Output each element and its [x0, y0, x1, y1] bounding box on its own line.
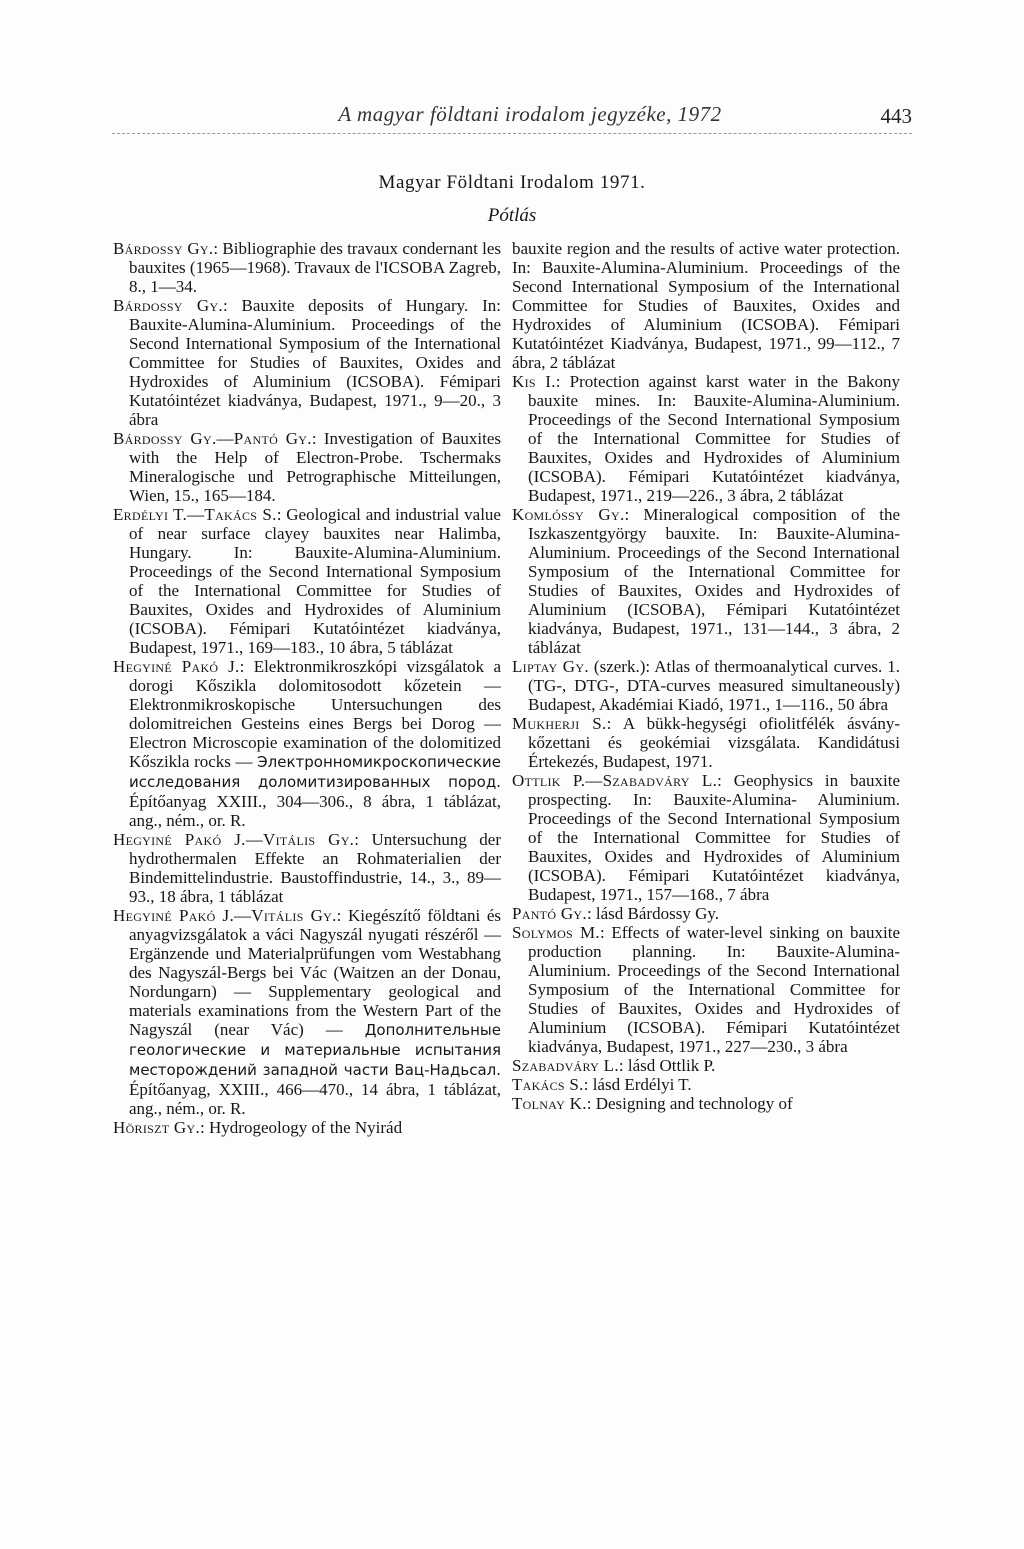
entry-author: Höriszt Gy.	[113, 1118, 201, 1137]
entry-text: (szerk.): Atlas of thermoanalytical curves. 1. (TG-, DTG-, DTA-curves measured simultaneously) Budapest, Akadémiai Kiadó, 1971., 1—116., 50 ábra	[528, 657, 900, 714]
entry-text: : Bibliographie des travaux condernant les bauxites (1965—1968). Travaux de l'ICSOBA Zagreb, 8., 1—34.	[129, 239, 501, 296]
entry-text: : Protection against karst water in the Bakony bauxite mines. In: Bauxite-Alumina-Aluminium. Proceedings of the Second International Symposium of the International Committee for Studies of Bauxites, Oxides and Hydroxides of Aluminium (ICSOBA). Fémipari Kutatóintézet kiadványa, Budapest, 1971., 219—226., 3 ábra, 2 táblázat	[528, 372, 900, 505]
entry-text: : lásd Ottlik P.	[618, 1056, 716, 1075]
page-number: 443	[880, 104, 912, 128]
entry-text: : Geological and industrial value of near surface clayey bauxites near Halimba, Hungary. In: Bauxite-Alumina-Aluminium. Proceedings of the Second International Symposium of the International Committee for Studies of Bauxites, Oxides and Hydroxides of Aluminium (ICSOBA). Fémipari Kutatóintézet kiadványa, Budapest, 1971., 169—183., 10 ábra, 5 táblázat	[129, 505, 501, 657]
entry-text: bauxite region and the results of active water protection. In: Bauxite-Alumina-Aluminium. Proceedings of the Second International Symposium of the International Committee for Studies of Bauxites, Oxides and Hydroxides of Aluminium (ICSOBA). Fémipari Kutatóintézet Kiadványa, Budapest, 1971., 99—112., 7 ábra, 2 táblázat	[512, 239, 900, 372]
entry-text: : Untersuchung der hydrothermalen Effekte an Rohmaterialien der Bindemittelindustrie. Baustoffindustrie, 14., 3., 89—93., 18 ábra, 1 táblázat	[129, 830, 501, 906]
entry-text: : Designing and technology of	[586, 1094, 793, 1113]
entry-text: : Hydrogeology of the Nyirád	[200, 1118, 403, 1137]
entry-author: Hegyiné Pakó J.—Vitális Gy.	[113, 906, 337, 925]
section-subtitle: Pótlás	[487, 205, 537, 226]
bibliography-entry	[512, 505, 900, 657]
entry-author: Bárdossy Gy.	[113, 239, 214, 258]
entry-text: : Bauxite deposits of Hungary. In: Bauxite-Alumina-Aluminium. Proceedings of the Second International Symposium of the International Committee for Studies of Bauxites, Oxides and Hydroxides of Aluminium (ICSOBA). Fémipari Kutatóintézet kiadványa, Budapest, 1971., 9—20., 3 ábra	[129, 296, 501, 429]
header-divider	[112, 133, 912, 134]
entry-author: Szabadváry L.	[512, 1056, 619, 1075]
entry-author: Hegyiné Pakó J.	[113, 657, 240, 676]
entry-text: : lásd Erdélyi T.	[583, 1075, 692, 1094]
entry-text: : Mineralogical composition of the Iszkaszentgyörgy bauxite. In: Bauxite-Alumina-Aluminium. Proceedings of the Second International Symposium of the International Committee for Studies of Bauxites, Oxides and Hydroxides of Aluminium (ICSOBA), Fémipari Kutatóintézet kiadványa, Budapest, 1971., 131—144., 3 ábra, 2 táblázat	[528, 505, 900, 657]
entry-author: Solymos M.	[512, 923, 600, 942]
bibliography-entry	[512, 904, 900, 923]
bibliography-entry	[113, 239, 501, 296]
bibliography-entry	[113, 830, 501, 906]
entry-author: Pantó Gy.	[512, 904, 587, 923]
entry-author: Erdélyi T.—Takács S.	[113, 505, 277, 524]
entry-text: : Elektronmikroszkópi vizsgálatok a dorogi Kőszikla dolomitosodott kőzetein — Elektronmikroskopische Untersuchungen des dolomitreichen Gesteins eines Bergs bei Dorog — Electron Microscopie examination of the dolomitized Kőszikla rocks —	[129, 657, 501, 771]
entry-text: : Kiegészítő földtani és anyagvizsgálatok a váci Nagyszál nyugati részéről — Ergänzende und Materialprüfungen vom Westabhang des Nagyszál-Bergs bei Vác (Waitzen an der Donau, Nordungarn) — Supplementary geological and materials examinations from the Western Part of the Nagyszál (near Vác) —	[129, 906, 501, 1039]
running-head	[0, 102, 1024, 142]
bibliography-entry	[512, 1075, 900, 1094]
section-title: Magyar Földtani Irodalom 1971.	[378, 172, 646, 193]
bibliography-entry	[113, 657, 501, 830]
entry-author: Hegyiné Pakó J.—Vitális Gy.	[113, 830, 355, 849]
entry-author: Tolnay K.	[512, 1094, 587, 1113]
bibliography-entry	[113, 906, 501, 1118]
running-title: A magyar földtani irodalom jegyzéke, 1972	[338, 102, 722, 126]
entry-tail: Építőanyag XXIII., 304—306., 8 ábra, 1 táblázat, ang., ném., or. R.	[129, 792, 501, 830]
entry-text: : A bükk-hegységi ofiolitfélék ásvány-kőzettani és geokémiai vizsgálata. Kandidátusi Értekezés, Budapest, 1971.	[528, 714, 900, 771]
entry-author: Ottlik P.—Szabadváry L.	[512, 771, 718, 790]
entry-tail: Építőanyag, XXIII., 466—470., 14 ábra, 1 táblázat, ang., ném., or. R.	[129, 1080, 501, 1118]
bibliography-entry	[512, 923, 900, 1056]
entry-author: Takács S.	[512, 1075, 584, 1094]
entry-author: Komlóssy Gy.	[512, 505, 625, 524]
bibliography-entry	[113, 296, 501, 429]
bibliography-entry	[512, 239, 900, 372]
entry-author: Mukherji S.	[512, 714, 607, 733]
left-column	[113, 239, 501, 1439]
bibliography-entry	[512, 714, 900, 771]
entry-text: : lásd Bárdossy Gy.	[586, 904, 719, 923]
entry-author: Kis I.	[512, 372, 556, 391]
bibliography-entry	[113, 1118, 501, 1137]
entry-cyrillic: Электронномикроскопические исследования доломитизированных пород.	[129, 753, 501, 791]
bibliography-entry	[512, 1094, 900, 1113]
bibliography-entry	[512, 372, 900, 505]
bibliography-entry	[512, 657, 900, 714]
bibliography-entry	[512, 771, 900, 904]
bibliography-entry	[512, 1056, 900, 1075]
entry-text: : Investigation of Bauxites with the Help of Electron-Probe. Tschermaks Mineralogische und Petrographische Mitteilungen, Wien, 15., 165—184.	[129, 429, 501, 505]
entry-author: Bárdossy Gy.	[113, 296, 223, 315]
entry-text: : Effects of water-level sinking on bauxite production planning. In: Bauxite-Alumina-Aluminium. Proceedings of the Second International Symposium of the International Committee for Studies of Bauxites, Oxides and Hydroxides of Aluminium (ICSOBA). Fémipari Kutatóintézet kiadványa, Budapest, 1971., 227—230., 3 ábra	[528, 923, 900, 1056]
entry-text: : Geophysics in bauxite prospecting. In: Bauxite-Alumina- Aluminium. Proceedings of the Second International Symposium of the International Committee for Studies of Bauxites, Oxides and Hydroxides of Aluminium (ICSOBA). Fémipari Kutatóintézet kiadványa, Budapest, 1971., 157—168., 7 ábra	[528, 771, 900, 904]
entry-cyrillic: Дополнительные геологические и материальные испытания месторождений западной части Вац-Надьсал.	[129, 1021, 501, 1079]
bibliography-entry	[113, 505, 501, 657]
entry-author: Bárdossy Gy.—Pantó Gy.	[113, 429, 312, 448]
entry-author: Liptay Gy.	[512, 657, 589, 676]
right-column	[512, 239, 900, 1439]
bibliography-entry	[113, 429, 501, 505]
